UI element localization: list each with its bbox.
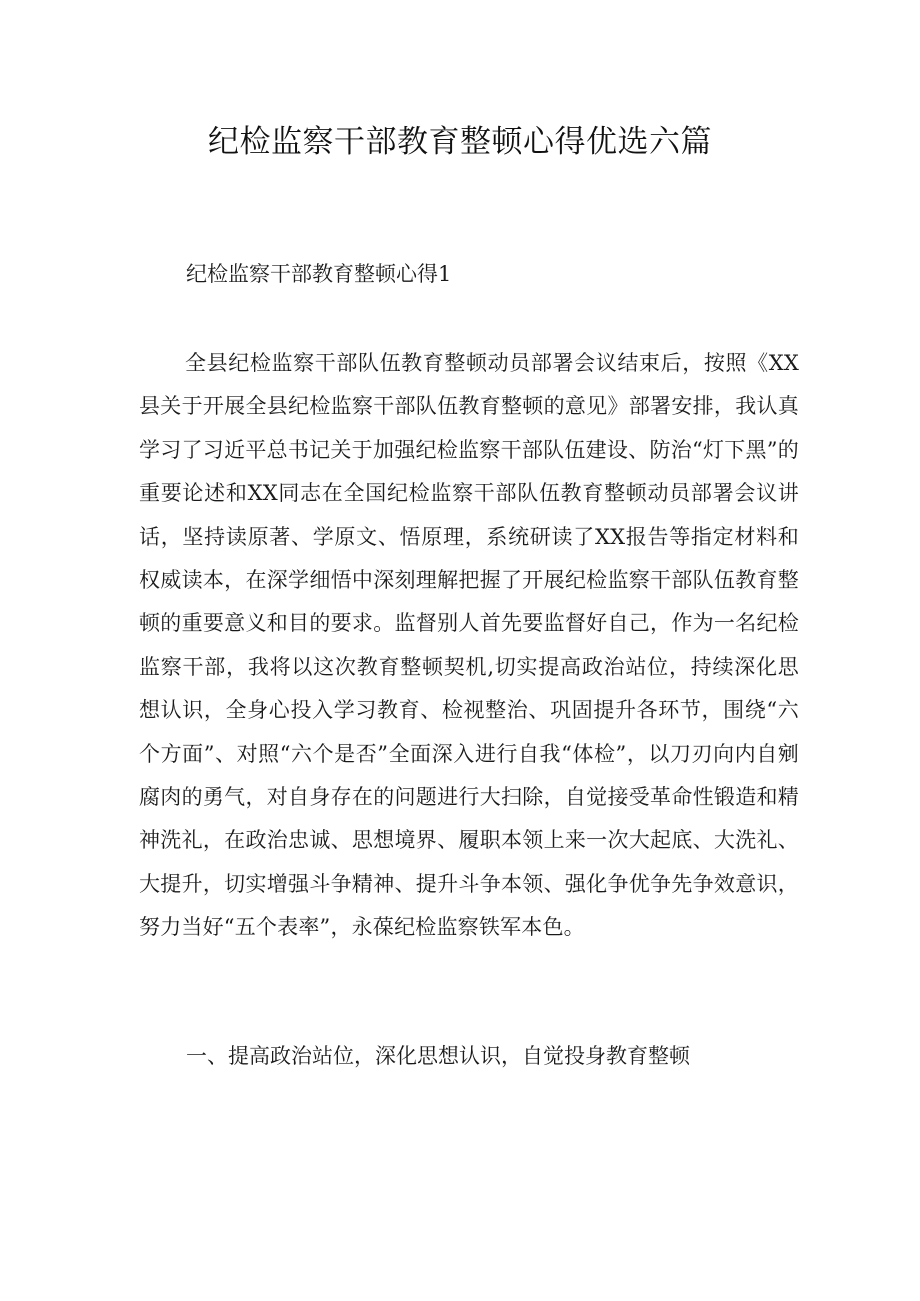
document-title: 纪检监察干部教育整顿心得优选六篇 (208, 124, 712, 160)
body-paragraph: 全县纪检监察干部队伍教育整顿动员部署会议结束后，按照《XX县关于开展全县纪检监察干部队伍教育整顿的意见》部署安排，我认真学习了习近平总书记关于加强纪检监察干部队伍建设、防治“灯下黑”的重要论述和XX同志在全国纪检监察干部队伍教育整顿动员部署会议讲话，坚持读原著、学原文、悟原理，系统研读了XX报告等指定材料和权威读本，在深学细悟中深刻理解把握了开展纪检监察干部队伍教育整顿的重要意义和目的要求。监督别人首先要监督好自己，作为一名纪检监察干部，我将以这次教育整顿契机,切实提高政治站位，持续深化思想认识，全身心投入学习教育、检视整治、巩固提升各环节，围绕“六个方面”、对照“六个是否”全面深入进行自我“体检”，以刀刃向内自剜腐肉的勇气，对自身存在的问题进行大扫除，自觉接受革命性锻造和精神洗礼，在政治忠诚、思想境界、履职本领上来一次大起底、大洗礼、大提升，切实增强斗争精神、提升斗争本领、强化争优争先争效意识，努力当好“五个表率”，永葆纪检监察铁军本色。 (139, 351, 799, 940)
section-heading: 纪检监察干部教育整顿心得1 (186, 262, 452, 286)
sub-heading: 一、提高政治站位，深化思想认识，自觉投身教育整顿 (186, 1044, 690, 1068)
